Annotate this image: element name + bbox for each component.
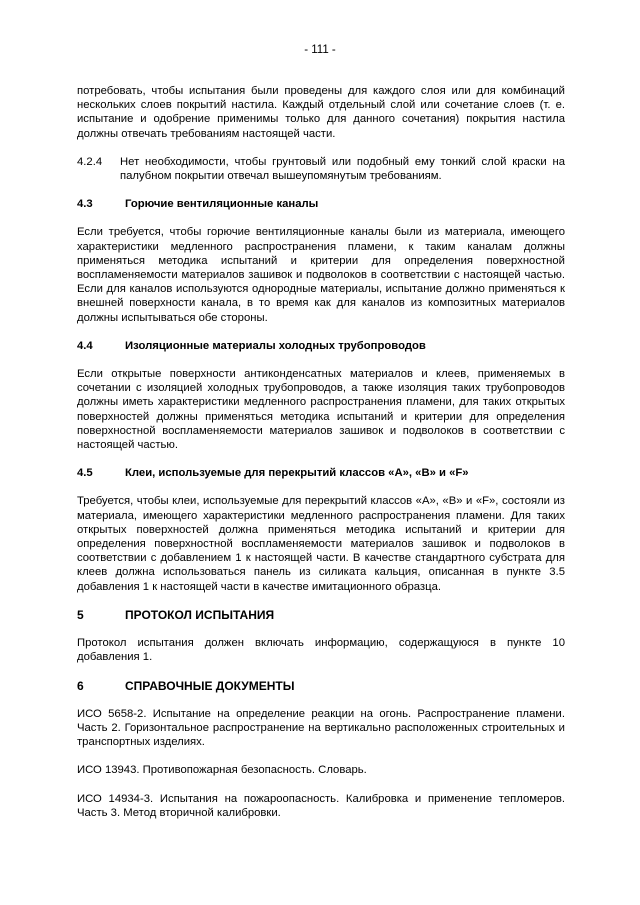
paragraph-number: 4.2.4 (77, 155, 103, 168)
paragraph-text: Нет необходимости, чтобы грунтовый или подобный ему тонкий слой краски на палубном покрытии отвечал вышеупомянутым требованиям. (120, 155, 565, 183)
section-heading-5 (77, 608, 565, 622)
reference-iso-14934-3: ИСО 14934-3. Испытания на пожароопасность. Калибровка и применение тепломеров. Часть 3. Метод вторичной калибровки. (77, 792, 565, 819)
paragraph-4-4: Если открытые поверхности антиконденсатных материалов и клеев, применяемых в сочетании с изоляцией холодных трубопроводов, а также изоляция таких трубопроводов должны иметь характеристики медленного распространения пламени, для таких открытых поверхностей должны применяться методика испытаний и критерии для определения поверхностной воспламеняемости материалов зашивок и подволоков в соответствии с настоящей частью. (77, 368, 565, 452)
section-number: 6 (77, 678, 84, 693)
section-heading-4-5 (77, 466, 565, 480)
reference-iso-13943: ИСО 13943. Противопожарная безопасность. Словарь. (77, 764, 367, 777)
section-number: 4.3 (77, 198, 93, 211)
section-title: ПРОТОКОЛ ИСПЫТАНИЯ (125, 607, 275, 622)
section-title: СПРАВОЧНЫЕ ДОКУМЕНТЫ (125, 678, 295, 693)
document-body (77, 84, 565, 834)
paragraph-intro: потребовать, чтобы испытания были проведены для каждого слоя или для комбинаций нескольких слоев покрытий настила. Каждый отдельный слой или сочетание слоев (т. е. испытание и одобрение применимы только для данного сочетания) покрытия настила должны отвечать требованиям настоящей части. (77, 85, 565, 140)
section-title: Клеи, используемые для перекрытий классов «А», «В» и «F» (125, 467, 469, 480)
section-number: 5 (77, 607, 84, 622)
section-heading-4-3 (77, 197, 565, 211)
page-number: - 111 - (304, 44, 336, 56)
paragraph-4-5: Требуется, чтобы клеи, используемые для перекрытий классов «А», «В» и «F», состояли из материала, имеющего характеристики медленного распространения пламени. Для таких открытых поверхностей должна применяться методика испытаний и критерии для определения поверхностной воспламеняемости материалов зашивок и подволоков в соответствии с добавлением 1 к настоящей части. В качестве стандартного субстрата для клеев должна использоваться панель из силиката кальция, описанная в пункте 3.5 добавления 1 к настоящей части в качестве имитационного образца. (77, 495, 565, 593)
section-number: 4.5 (77, 467, 93, 480)
paragraph-4-2-4 (77, 155, 565, 183)
section-heading-6 (77, 679, 565, 693)
section-number: 4.4 (77, 339, 93, 352)
paragraph-5: Протокол испытания должен включать информацию, содержащуюся в пункте 10 добавления 1. (77, 637, 565, 664)
reference-iso-5658-2: ИСО 5658-2. Испытание на определение реакции на огонь. Распространение пламени. Часть 2. Горизонтальное распространение на вертикально расположенных строительных и транспортных изделиях. (77, 707, 565, 749)
section-title: Изоляционные материалы холодных трубопроводов (125, 339, 426, 352)
section-title: Горючие вентиляционные каналы (125, 198, 319, 211)
paragraph-4-3: Если требуется, чтобы горючие вентиляционные каналы были из материала, имеющего характеристики медленного распространения пламени, к таким каналам должны применяться методика испытаний и критерии для определения поверхностной воспламеняемости материалов зашивок и подволоков в соответствии с настоящей частью. Если для каналов используются однородные материалы, испытание должно применяться к внешней поверхности канала, в то время как для каналов из композитных материалов должны испытываться обе стороны. (77, 226, 565, 324)
section-heading-4-4 (77, 339, 565, 353)
